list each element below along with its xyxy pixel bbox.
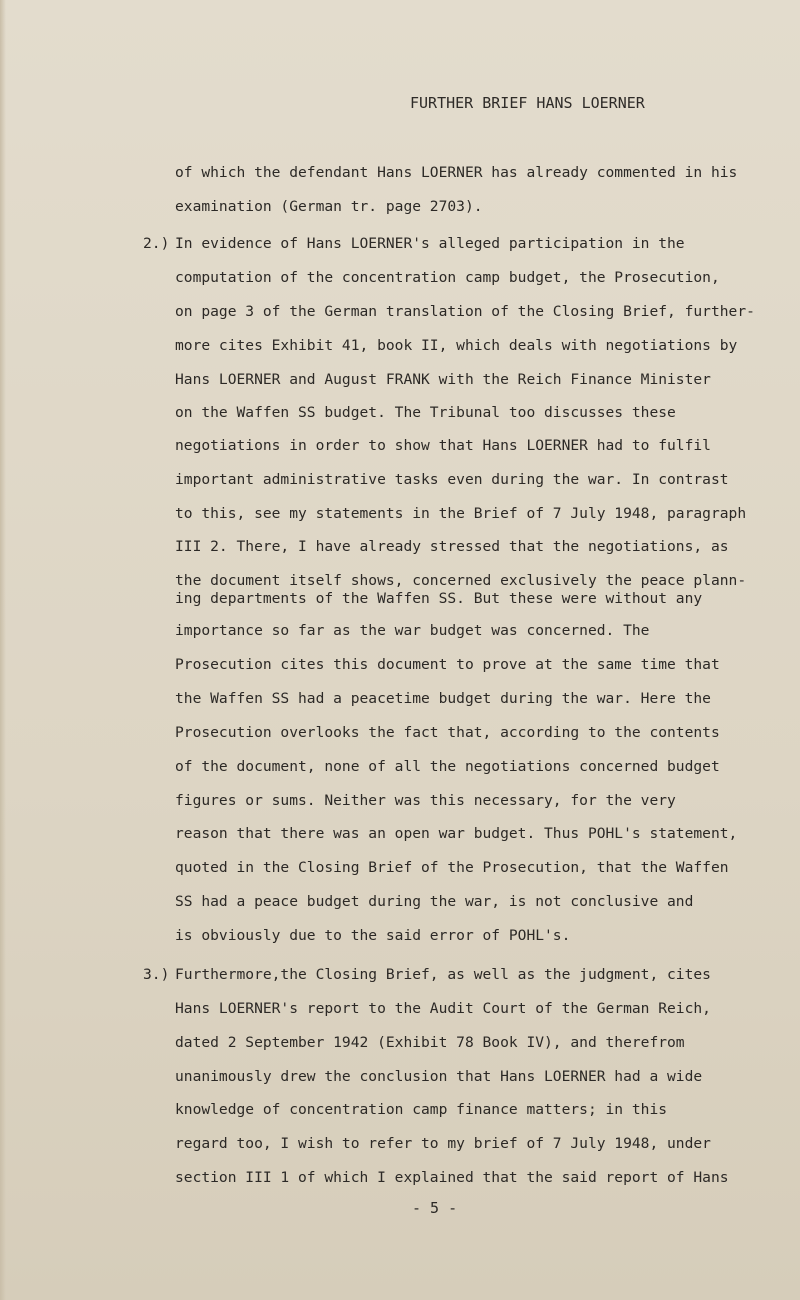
text-line: SS had a peace budget during the war, is not conclusive and xyxy=(175,893,694,910)
text-line: important administrative tasks even during the war. In contrast xyxy=(175,471,729,488)
text-line: ing departments of the Waffen SS. But these were without any xyxy=(175,590,703,607)
text-line: unanimously drew the conclusion that Hans LOERNER had a wide xyxy=(175,1068,703,1085)
text-line: Hans LOERNER's report to the Audit Court of the German Reich, xyxy=(175,1000,711,1017)
point-2-marker: 2.) xyxy=(143,235,170,252)
text-line: Prosecution cites this document to prove at the same time that xyxy=(175,656,720,673)
text-line: more cites Exhibit 41, book II, which deals with negotiations by xyxy=(175,337,738,354)
document-header: FURTHER BRIEF HANS LOERNER xyxy=(410,94,645,112)
text-line: III 2. There, I have already stressed that the negotiations, as xyxy=(175,538,729,555)
text-line: computation of the concentration camp budget, the Prosecution, xyxy=(175,269,720,286)
text-line: knowledge of concentration camp finance matters; in this xyxy=(175,1101,668,1118)
text-line: on page 3 of the German translation of the Closing Brief, further- xyxy=(175,303,755,320)
text-line: In evidence of Hans LOERNER's alleged participation in the xyxy=(175,235,685,252)
text-line: regard too, I wish to refer to my brief of 7 July 1948, under xyxy=(175,1135,711,1152)
text-line: negotiations in order to show that Hans LOERNER had to fulfil xyxy=(175,437,711,454)
page-number: - 5 - xyxy=(412,1199,458,1217)
text-line: importance so far as the war budget was concerned. The xyxy=(175,622,650,639)
text-line: of the document, none of all the negotiations concerned budget xyxy=(175,758,720,775)
text-line: Prosecution overlooks the fact that, according to the contents xyxy=(175,724,720,741)
text-line: to this, see my statements in the Brief of 7 July 1948, paragraph xyxy=(175,505,747,522)
text-line: on the Waffen SS budget. The Tribunal too discusses these xyxy=(175,404,676,421)
text-line: of which the defendant Hans LOERNER has already commented in his xyxy=(175,164,738,181)
text-line: Furthermore,the Closing Brief, as well as the judgment, cites xyxy=(175,966,711,983)
point-3-marker: 3.) xyxy=(143,966,170,983)
text-line: quoted in the Closing Brief of the Prosecution, that the Waffen xyxy=(175,859,729,876)
text-line: the document itself shows, concerned exclusively the peace plann- xyxy=(175,572,747,589)
text-line: the Waffen SS had a peacetime budget during the war. Here the xyxy=(175,690,711,707)
text-line: figures or sums. Neither was this necessary, for the very xyxy=(175,792,676,809)
text-line: examination (German tr. page 2703). xyxy=(175,198,483,215)
text-line: Hans LOERNER and August FRANK with the Reich Finance Minister xyxy=(175,371,711,388)
text-line: reason that there was an open war budget. Thus POHL's statement, xyxy=(175,825,738,842)
text-line: is obviously due to the said error of POHL's. xyxy=(175,927,571,944)
text-line: dated 2 September 1942 (Exhibit 78 Book IV), and therefrom xyxy=(175,1034,685,1051)
text-line: section III 1 of which I explained that the said report of Hans xyxy=(175,1169,729,1186)
